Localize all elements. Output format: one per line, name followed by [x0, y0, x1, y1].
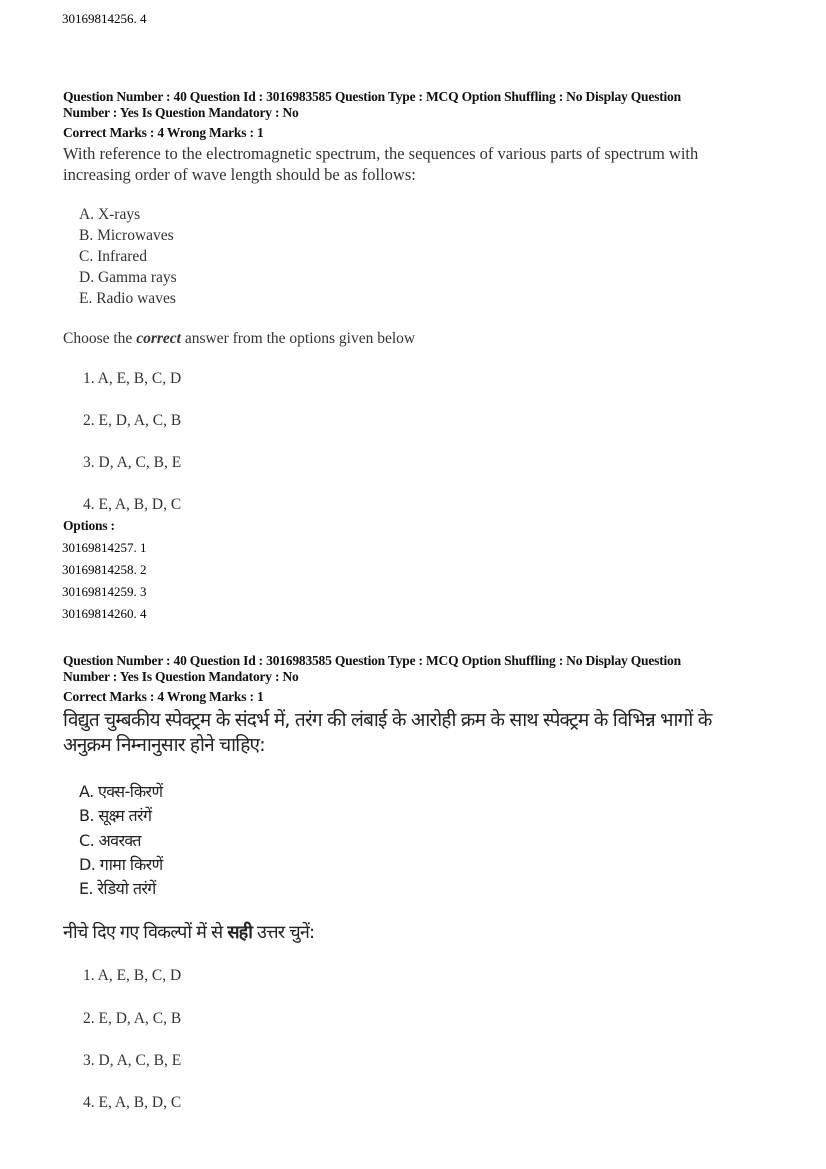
list-item: E. Radio waves — [79, 290, 176, 307]
question-header-line2: Number : Yes Is Question Mandatory : No — [63, 105, 299, 120]
marks-line: Correct Marks : 4 Wrong Marks : 1 — [63, 125, 264, 140]
answer-option: 1. A, E, B, C, D — [83, 967, 182, 984]
list-item: D. Gamma rays — [79, 269, 177, 286]
answer-option: 1. A, E, B, C, D — [83, 370, 182, 387]
list-item: E. रेडियो तरंगें — [79, 879, 156, 898]
list-item: D. गामा किरणें — [79, 855, 163, 874]
option-id: 30169814257. 1 — [62, 540, 147, 555]
choose-post: answer from the options given below — [180, 330, 416, 347]
list-item: A. X-rays — [79, 206, 141, 223]
choose-emphasis: सही — [227, 922, 253, 943]
choose-pre: Choose the — [63, 330, 137, 347]
option-id: 30169814258. 2 — [62, 562, 147, 577]
question-header-line1: Question Number : 40 Question Id : 3016983585 Question Type : MCQ Option Shuffling : No Display Question — [63, 89, 681, 104]
answer-option: 2. E, D, A, C, B — [83, 1010, 182, 1027]
list-item: B. Microwaves — [79, 227, 174, 244]
list-item: A. एक्स-किरणें — [79, 782, 163, 801]
answer-option: 4. E, A, B, D, C — [83, 496, 182, 513]
choose-post: उत्तर चुनें: — [252, 922, 315, 943]
question-text-line2: increasing order of wave length should be as follows: — [63, 165, 416, 184]
list-item: C. Infrared — [79, 248, 147, 265]
list-item: C. अवरक्त — [79, 831, 141, 850]
choose-pre: नीचे दिए गए विकल्पों में से — [63, 922, 228, 943]
marks-line: Correct Marks : 4 Wrong Marks : 1 — [63, 689, 264, 704]
response-id: 30169814256. 4 — [62, 11, 147, 26]
question-header-line1: Question Number : 40 Question Id : 3016983585 Question Type : MCQ Option Shuffling : No Display Question — [63, 653, 681, 668]
option-id: 30169814259. 3 — [62, 584, 147, 599]
question-header-line2: Number : Yes Is Question Mandatory : No — [63, 669, 299, 684]
choose-emphasis: correct — [136, 330, 181, 347]
answer-option: 3. D, A, C, B, E — [83, 1052, 182, 1069]
options-label: Options : — [63, 518, 115, 533]
question-text-line1: विद्युत चुम्बकीय स्पेक्ट्रम के संदर्भ में, तरंग की लंबाई के आरोही क्रम के साथ स्पेक्ट्रम के विभिन्न भागों के — [63, 709, 712, 731]
answer-option: 2. E, D, A, C, B — [83, 412, 182, 429]
answer-option: 4. E, A, B, D, C — [83, 1094, 182, 1111]
choose-instruction — [63, 924, 314, 942]
list-item: B. सूक्ष्म तरंगें — [79, 806, 152, 825]
answer-option: 3. D, A, C, B, E — [83, 454, 182, 471]
question-text-line1: With reference to the electromagnetic spectrum, the sequences of various parts of spectrum with — [63, 144, 699, 163]
choose-instruction — [63, 331, 415, 347]
option-id: 30169814260. 4 — [62, 606, 147, 621]
question-text-line2: अनुक्रम निम्नानुसार होने चाहिए: — [63, 734, 265, 756]
